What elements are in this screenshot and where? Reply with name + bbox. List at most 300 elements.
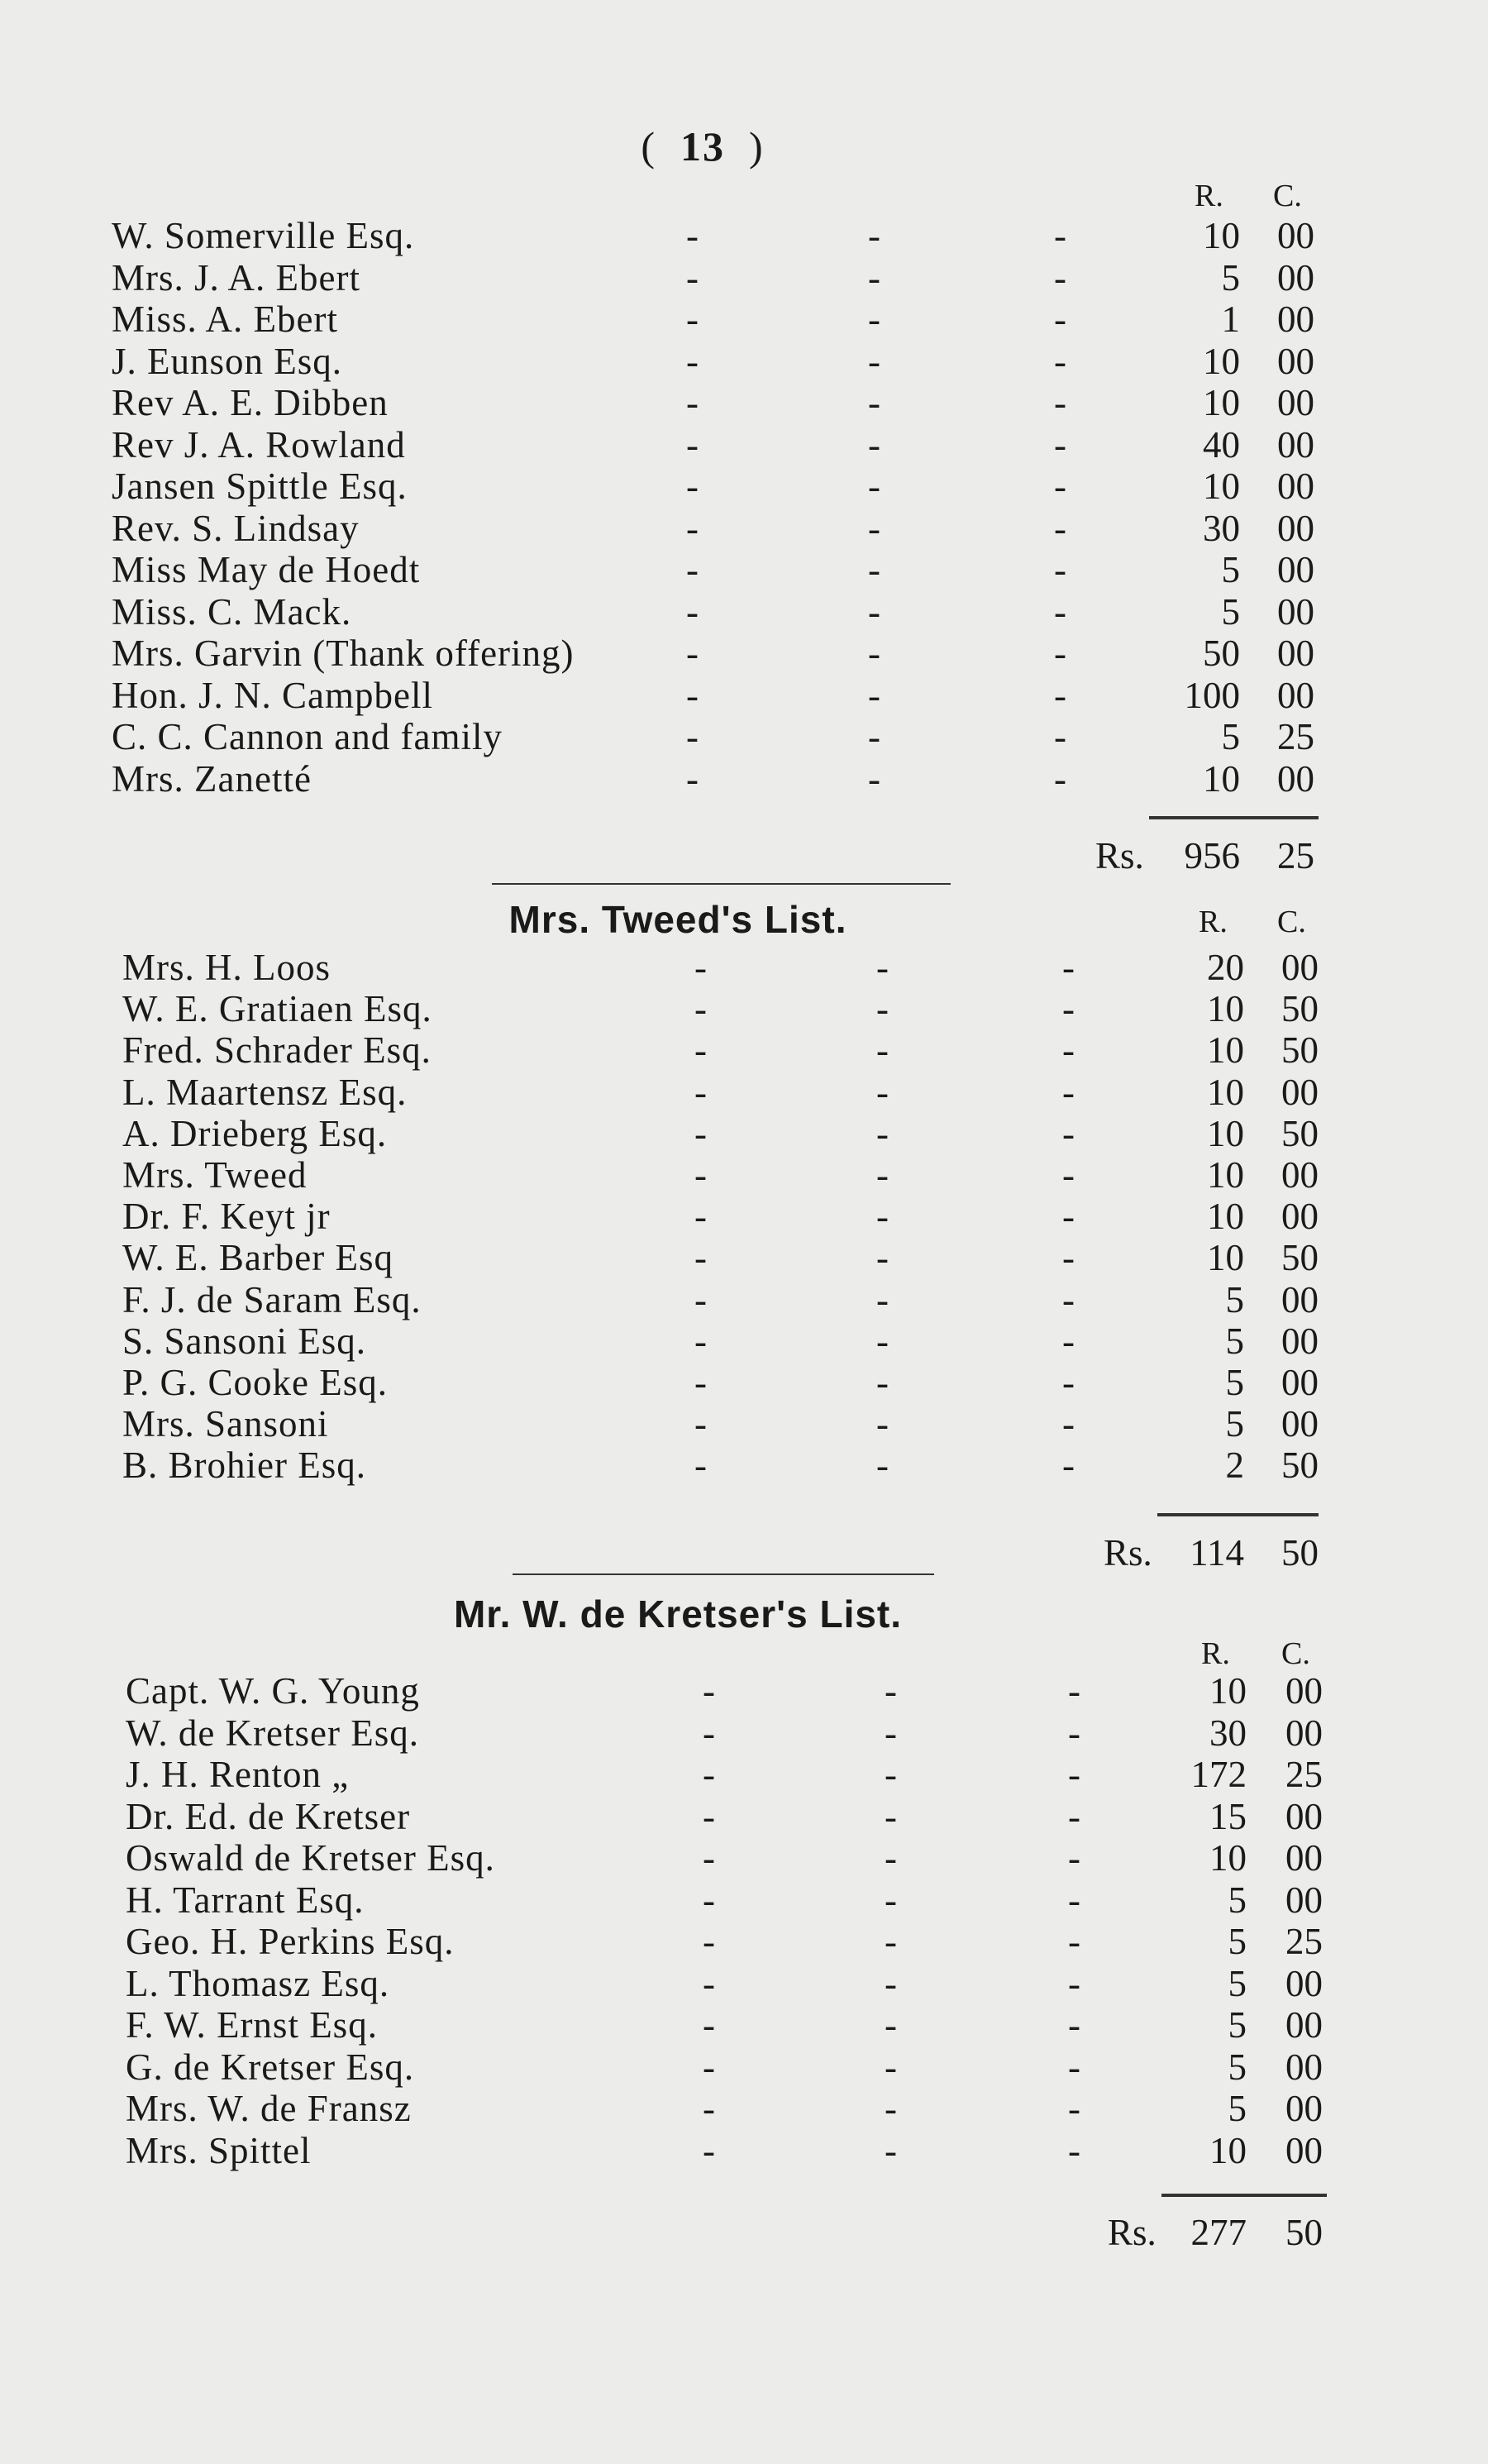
leader-dash: - <box>868 757 880 800</box>
leader-dash: - <box>1062 988 1075 1030</box>
list-item <box>0 1113 1488 1154</box>
list-item <box>0 716 1488 757</box>
leader-dash: - <box>868 215 880 256</box>
leader-dash: - <box>694 1237 707 1279</box>
leader-dash: - <box>1054 298 1066 340</box>
leader-dash: - <box>1062 1444 1075 1487</box>
leader-dash: - <box>703 1962 715 2004</box>
leader-dash: - <box>1062 1237 1075 1279</box>
column-head-cents: C. <box>1277 905 1306 939</box>
leader-dash: - <box>1068 1670 1080 1712</box>
list-item <box>0 549 1488 590</box>
list-item <box>0 591 1488 633</box>
donor-name: L. Maartensz Esq. <box>122 1071 408 1113</box>
amount-cents: 00 <box>1281 1154 1319 1196</box>
list-item <box>0 1837 1488 1879</box>
leader-dash: - <box>703 1795 715 1837</box>
leader-dash: - <box>885 1670 897 1712</box>
leader-dash: - <box>1054 716 1066 757</box>
leader-dash: - <box>694 1320 707 1362</box>
donor-name: W. de Kretser Esq. <box>126 1712 419 1754</box>
amount-rupees: 5 <box>1221 549 1240 590</box>
leader-dash: - <box>686 549 699 590</box>
amount-rupees: 5 <box>1221 716 1240 757</box>
amount-rupees: 2 <box>1225 1444 1244 1487</box>
leader-dash: - <box>876 988 889 1030</box>
amount-rupees: 5 <box>1221 590 1240 633</box>
leader-dash: - <box>876 1071 889 1113</box>
leader-dash: - <box>1054 215 1066 256</box>
leader-dash: - <box>885 1962 897 2004</box>
section-divider <box>492 883 951 885</box>
amount-rupees: 10 <box>1203 466 1240 507</box>
leader-dash: - <box>1062 1029 1075 1072</box>
amount-cents: 50 <box>1281 1112 1319 1154</box>
donor-name: Rev A. E. Dibben <box>112 382 389 423</box>
amount-cents: 00 <box>1285 1795 1323 1837</box>
column-head-cents: C. <box>1281 1636 1310 1671</box>
donor-name: Hon. J. N. Campbell <box>112 674 433 716</box>
amount-rupees: 10 <box>1209 1837 1247 1879</box>
list-item <box>0 424 1488 466</box>
leader-dash: - <box>885 1837 897 1879</box>
list-item <box>0 675 1488 716</box>
donor-name: Capt. W. G. Young <box>126 1670 420 1712</box>
leader-dash: - <box>876 1237 889 1279</box>
amount-cents: 50 <box>1281 1444 1319 1487</box>
leader-dash: - <box>1062 1071 1075 1113</box>
leader-dash: - <box>686 382 699 423</box>
leader-dash: - <box>885 1795 897 1837</box>
amount-rupees: 10 <box>1203 757 1240 800</box>
leader-dash: - <box>1062 1403 1075 1445</box>
amount-rupees: 1 <box>1221 298 1240 340</box>
leader-dash: - <box>868 298 880 340</box>
leader-dash: - <box>885 2088 897 2129</box>
leader-dash: - <box>1054 256 1066 298</box>
list-item <box>0 1963 1488 2004</box>
column-head-rupees: R. <box>1201 1636 1230 1671</box>
column-head-rupees: R. <box>1199 905 1228 939</box>
leader-dash: - <box>1068 2129 1080 2171</box>
leader-dash: - <box>703 1921 715 1962</box>
list-item <box>0 758 1488 800</box>
leader-dash: - <box>868 340 880 382</box>
leader-dash: - <box>694 1154 707 1196</box>
section-divider <box>513 1573 934 1575</box>
amount-rupees: 5 <box>1228 1921 1247 1962</box>
leader-dash: - <box>1068 1879 1080 1921</box>
list-item <box>0 947 1488 988</box>
leader-dash: - <box>703 2004 715 2046</box>
amount-rupees: 10 <box>1207 1196 1244 1238</box>
leader-dash: - <box>694 1112 707 1154</box>
section-heading: Mr. W. de Kretser's List. <box>453 1593 903 1636</box>
total-rule <box>1157 1513 1319 1516</box>
amount-rupees: 5 <box>1225 1403 1244 1445</box>
total-label: Rs. <box>1108 2212 1157 2253</box>
section-heading: Mrs. Tweed's List. <box>508 898 847 941</box>
leader-dash: - <box>876 1444 889 1487</box>
total-label: Rs. <box>1104 1532 1152 1573</box>
total-rule <box>1149 816 1319 819</box>
page-number-open: ( <box>641 123 656 170</box>
total-cents: 25 <box>1277 835 1314 876</box>
leader-dash: - <box>876 1362 889 1403</box>
donor-name: Mrs. Sansoni <box>122 1403 329 1445</box>
leader-dash: - <box>703 1712 715 1754</box>
leader-dash: - <box>876 1029 889 1072</box>
amount-rupees: 5 <box>1228 2004 1247 2046</box>
leader-dash: - <box>876 1403 889 1445</box>
amount-cents: 00 <box>1281 1071 1319 1113</box>
leader-dash: - <box>686 633 699 674</box>
amount-rupees: 10 <box>1207 1071 1244 1113</box>
amount-cents: 00 <box>1277 549 1314 590</box>
donor-name: G. de Kretser Esq. <box>126 2046 415 2088</box>
list-item <box>0 508 1488 549</box>
list-item <box>0 1670 1488 1712</box>
leader-dash: - <box>1062 1278 1075 1320</box>
leader-dash: - <box>703 1754 715 1795</box>
leader-dash: - <box>1062 1154 1075 1196</box>
list-item <box>0 257 1488 298</box>
donor-name: Dr. Ed. de Kretser <box>126 1795 411 1837</box>
leader-dash: - <box>1054 633 1066 674</box>
leader-dash: - <box>1068 2088 1080 2129</box>
leader-dash: - <box>694 1029 707 1072</box>
leader-dash: - <box>1068 1837 1080 1879</box>
amount-rupees: 10 <box>1207 988 1244 1030</box>
donor-name: Dr. F. Keyt jr <box>122 1196 331 1238</box>
total-rupees: 956 <box>1184 835 1240 876</box>
amount-cents: 00 <box>1285 1712 1323 1754</box>
leader-dash: - <box>885 2004 897 2046</box>
list-item <box>0 633 1488 674</box>
leader-dash: - <box>1054 674 1066 716</box>
leader-dash: - <box>1068 1754 1080 1795</box>
leader-dash: - <box>694 1196 707 1238</box>
leader-dash: - <box>868 674 880 716</box>
leader-dash: - <box>876 1196 889 1238</box>
amount-rupees: 5 <box>1228 1879 1247 1921</box>
amount-cents: 00 <box>1277 340 1314 382</box>
column-head-cents: C. <box>1273 179 1302 213</box>
leader-dash: - <box>1068 1712 1080 1754</box>
leader-dash: - <box>1062 1196 1075 1238</box>
leader-dash: - <box>694 1278 707 1320</box>
leader-dash: - <box>868 507 880 549</box>
page-number-value: 13 <box>680 123 725 170</box>
amount-rupees: 10 <box>1209 2129 1247 2171</box>
donor-name: Miss May de Hoedt <box>112 549 421 590</box>
amount-rupees: 40 <box>1203 423 1240 466</box>
amount-cents: 25 <box>1285 1754 1323 1795</box>
leader-dash: - <box>1054 340 1066 382</box>
amount-cents: 00 <box>1277 298 1314 340</box>
list-item <box>0 1154 1488 1196</box>
amount-rupees: 10 <box>1207 1237 1244 1279</box>
donor-name: B. Brohier Esq. <box>122 1444 366 1487</box>
list-item <box>0 1712 1488 1754</box>
amount-cents: 00 <box>1277 256 1314 298</box>
amount-cents: 00 <box>1285 1962 1323 2004</box>
list-item <box>0 2046 1488 2088</box>
donor-name: W. E. Gratiaen Esq. <box>122 988 432 1030</box>
leader-dash: - <box>694 947 707 988</box>
leader-dash: - <box>885 1754 897 1795</box>
list-item <box>0 341 1488 382</box>
amount-rupees: 10 <box>1203 382 1240 423</box>
amount-rupees: 30 <box>1209 1712 1247 1754</box>
leader-dash: - <box>694 988 707 1030</box>
amount-cents: 25 <box>1285 1921 1323 1962</box>
total-cents: 50 <box>1281 1532 1319 1573</box>
amount-cents: 00 <box>1281 1278 1319 1320</box>
amount-rupees: 5 <box>1228 2046 1247 2088</box>
amount-rupees: 100 <box>1184 674 1240 716</box>
leader-dash: - <box>694 1362 707 1403</box>
amount-cents: 00 <box>1277 633 1314 674</box>
leader-dash: - <box>885 2046 897 2088</box>
amount-rupees: 15 <box>1209 1795 1247 1837</box>
amount-cents: 00 <box>1277 215 1314 256</box>
donor-name: Mrs. Tweed <box>122 1154 308 1196</box>
donor-name: W. E. Barber Esq <box>122 1237 394 1279</box>
amount-rupees: 10 <box>1203 215 1240 256</box>
leader-dash: - <box>686 256 699 298</box>
amount-rupees: 10 <box>1207 1029 1244 1072</box>
total-rupees: 277 <box>1190 2212 1247 2253</box>
amount-cents: 00 <box>1277 590 1314 633</box>
amount-rupees: 5 <box>1221 256 1240 298</box>
amount-rupees: 50 <box>1203 633 1240 674</box>
leader-dash: - <box>686 716 699 757</box>
amount-rupees: 5 <box>1225 1320 1244 1362</box>
list-item <box>0 1444 1488 1486</box>
list-item <box>0 2004 1488 2046</box>
leader-dash: - <box>1054 757 1066 800</box>
leader-dash: - <box>868 256 880 298</box>
leader-dash: - <box>1068 2004 1080 2046</box>
leader-dash: - <box>1062 1112 1075 1154</box>
donor-name: Mrs. Spittel <box>126 2129 312 2171</box>
leader-dash: - <box>1054 382 1066 423</box>
amount-cents: 50 <box>1281 1237 1319 1279</box>
list-item <box>0 1279 1488 1320</box>
total-label: Rs. <box>1095 835 1144 876</box>
leader-dash: - <box>703 1879 715 1921</box>
leader-dash: - <box>885 1879 897 1921</box>
donor-name: Mrs. J. A. Ebert <box>112 256 360 298</box>
amount-rupees: 30 <box>1203 507 1240 549</box>
leader-dash: - <box>694 1403 707 1445</box>
leader-dash: - <box>885 1712 897 1754</box>
leader-dash: - <box>868 633 880 674</box>
amount-rupees: 10 <box>1203 340 1240 382</box>
section-total <box>0 2212 1488 2253</box>
list-item <box>0 2088 1488 2129</box>
donor-name: P. G. Cooke Esq. <box>122 1362 389 1403</box>
amount-cents: 00 <box>1277 507 1314 549</box>
donor-name: Mrs. W. de Fransz <box>126 2088 412 2129</box>
leader-dash: - <box>868 466 880 507</box>
leader-dash: - <box>1062 1320 1075 1362</box>
leader-dash: - <box>1062 947 1075 988</box>
section-total <box>0 1532 1488 1573</box>
amount-cents: 00 <box>1277 382 1314 423</box>
leader-dash: - <box>1054 549 1066 590</box>
list-item <box>0 382 1488 423</box>
leader-dash: - <box>686 466 699 507</box>
amount-cents: 50 <box>1281 1029 1319 1072</box>
amount-cents: 00 <box>1285 1879 1323 1921</box>
leader-dash: - <box>1068 1921 1080 1962</box>
amount-cents: 00 <box>1281 1403 1319 1445</box>
leader-dash: - <box>686 340 699 382</box>
leader-dash: - <box>703 2088 715 2129</box>
amount-cents: 00 <box>1277 674 1314 716</box>
amount-cents: 00 <box>1285 2004 1323 2046</box>
leader-dash: - <box>1054 507 1066 549</box>
leader-dash: - <box>686 757 699 800</box>
section-total <box>0 835 1488 876</box>
donor-name: Mrs. Garvin (Thank offering) <box>112 633 575 674</box>
amount-cents: 00 <box>1281 947 1319 988</box>
donor-name: Mrs. H. Loos <box>122 947 331 988</box>
leader-dash: - <box>868 716 880 757</box>
leader-dash: - <box>703 2046 715 2088</box>
leader-dash: - <box>1054 466 1066 507</box>
donor-name: J. Eunson Esq. <box>112 340 343 382</box>
leader-dash: - <box>686 423 699 466</box>
leader-dash: - <box>876 1154 889 1196</box>
amount-rupees: 10 <box>1207 1112 1244 1154</box>
amount-cents: 00 <box>1277 466 1314 507</box>
amount-rupees: 5 <box>1225 1278 1244 1320</box>
amount-cents: 00 <box>1285 1670 1323 1712</box>
leader-dash: - <box>1054 423 1066 466</box>
amount-cents: 00 <box>1281 1196 1319 1238</box>
donor-name: S. Sansoni Esq. <box>122 1320 367 1362</box>
amount-rupees: 5 <box>1228 1962 1247 2004</box>
amount-cents: 25 <box>1277 716 1314 757</box>
leader-dash: - <box>876 1112 889 1154</box>
leader-dash: - <box>1062 1362 1075 1403</box>
list-item <box>0 1796 1488 1837</box>
leader-dash: - <box>876 947 889 988</box>
donor-name: Mrs. Zanetté <box>112 757 312 800</box>
donor-name: H. Tarrant Esq. <box>126 1879 365 1921</box>
amount-cents: 00 <box>1281 1362 1319 1403</box>
total-rule <box>1161 2194 1327 2197</box>
leader-dash: - <box>1054 590 1066 633</box>
donor-name: Oswald de Kretser Esq. <box>126 1837 495 1879</box>
leader-dash: - <box>703 2129 715 2171</box>
donor-name: C. C. Cannon and family <box>112 716 503 757</box>
list-item <box>0 1196 1488 1237</box>
amount-cents: 00 <box>1277 423 1314 466</box>
leader-dash: - <box>694 1071 707 1113</box>
amount-cents: 50 <box>1281 988 1319 1030</box>
leader-dash: - <box>876 1278 889 1320</box>
leader-dash: - <box>1068 2046 1080 2088</box>
leader-dash: - <box>876 1320 889 1362</box>
list-item <box>0 1403 1488 1444</box>
amount-cents: 00 <box>1285 2046 1323 2088</box>
total-rupees: 114 <box>1190 1532 1244 1573</box>
donor-name: F. J. de Saram Esq. <box>122 1278 422 1320</box>
list-item <box>0 1237 1488 1278</box>
leader-dash: - <box>686 298 699 340</box>
list-item <box>0 298 1488 340</box>
leader-dash: - <box>703 1670 715 1712</box>
leader-dash: - <box>868 590 880 633</box>
page-number <box>0 122 1405 170</box>
page-number-close: ) <box>749 123 765 170</box>
list-item <box>0 466 1488 507</box>
leader-dash: - <box>1068 1962 1080 2004</box>
donor-name: Rev J. A. Rowland <box>112 423 406 466</box>
amount-cents: 00 <box>1277 757 1314 800</box>
amount-cents: 00 <box>1281 1320 1319 1362</box>
amount-rupees: 5 <box>1228 2088 1247 2129</box>
list-item <box>0 988 1488 1029</box>
amount-rupees: 5 <box>1225 1362 1244 1403</box>
donor-name: Miss. C. Mack. <box>112 590 352 633</box>
donor-name: Jansen Spittle Esq. <box>112 466 408 507</box>
leader-dash: - <box>885 2129 897 2171</box>
list-item <box>0 215 1488 256</box>
list-item <box>0 1362 1488 1403</box>
leader-dash: - <box>868 382 880 423</box>
amount-rupees: 172 <box>1190 1754 1247 1795</box>
list-item <box>0 1921 1488 1962</box>
donor-name: J. H. Renton „ <box>126 1754 350 1795</box>
leader-dash: - <box>868 423 880 466</box>
list-item <box>0 1879 1488 1921</box>
total-cents: 50 <box>1285 2212 1323 2253</box>
donor-name: Fred. Schrader Esq. <box>122 1029 432 1072</box>
donor-name: A. Drieberg Esq. <box>122 1112 388 1154</box>
leader-dash: - <box>686 215 699 256</box>
amount-rupees: 20 <box>1207 947 1244 988</box>
donor-name: F. W. Ernst Esq. <box>126 2004 378 2046</box>
list-item <box>0 2130 1488 2171</box>
amount-cents: 00 <box>1285 2129 1323 2171</box>
amount-cents: 00 <box>1285 1837 1323 1879</box>
column-head-rupees: R. <box>1195 179 1223 213</box>
leader-dash: - <box>686 590 699 633</box>
list-item <box>0 1754 1488 1795</box>
leader-dash: - <box>1068 1795 1080 1837</box>
leader-dash: - <box>703 1837 715 1879</box>
amount-rupees: 10 <box>1209 1670 1247 1712</box>
list-item <box>0 1320 1488 1362</box>
donor-name: Miss. A. Ebert <box>112 298 339 340</box>
list-item <box>0 1072 1488 1113</box>
leader-dash: - <box>868 549 880 590</box>
leader-dash: - <box>885 1921 897 1962</box>
donor-name: L. Thomasz Esq. <box>126 1962 390 2004</box>
leader-dash: - <box>686 507 699 549</box>
donor-name: W. Somerville Esq. <box>112 215 415 256</box>
donor-name: Rev. S. Lindsay <box>112 507 360 549</box>
donor-name: Geo. H. Perkins Esq. <box>126 1921 455 1962</box>
amount-rupees: 10 <box>1207 1154 1244 1196</box>
leader-dash: - <box>686 674 699 716</box>
list-item <box>0 1029 1488 1071</box>
